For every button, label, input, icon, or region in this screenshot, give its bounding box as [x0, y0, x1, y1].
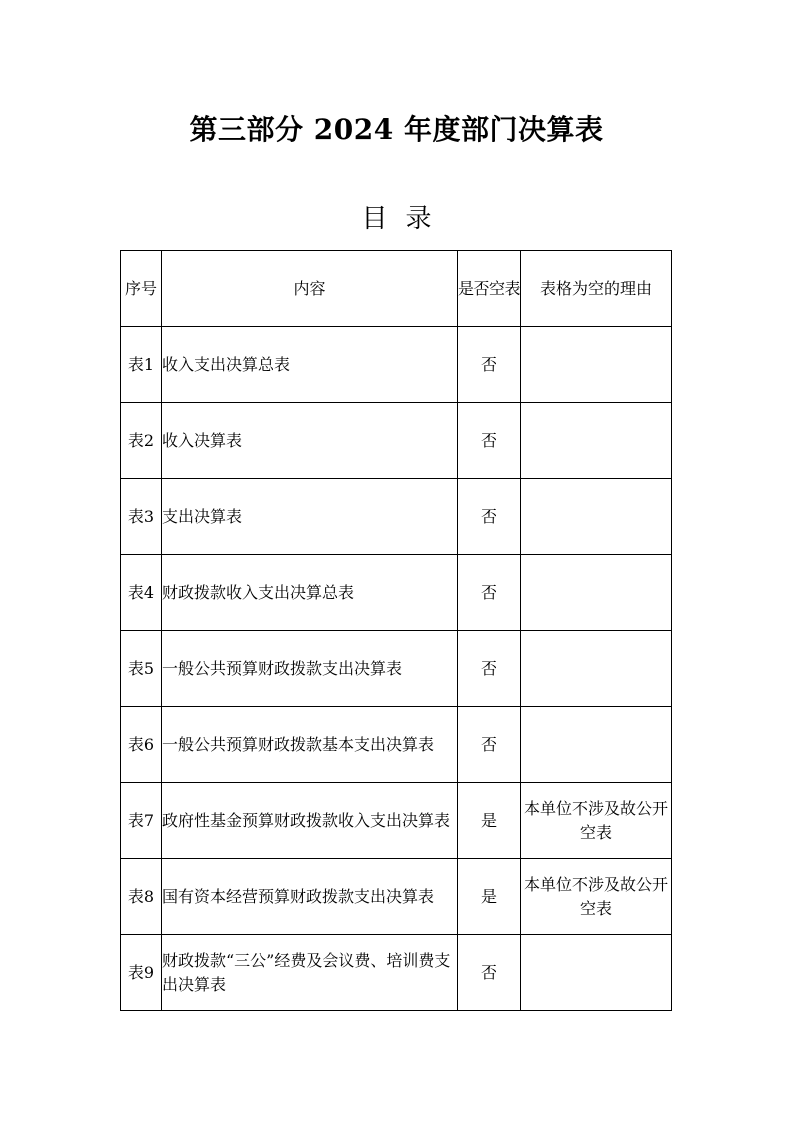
- row-is-empty: 否: [458, 935, 521, 1011]
- table-row: [121, 479, 672, 555]
- row-content: 国有资本经营预算财政拨款支出决算表: [162, 859, 458, 935]
- row-empty-reason: 本单位不涉及故公开空表: [521, 783, 672, 859]
- row-content: 一般公共预算财政拨款支出决算表: [162, 631, 458, 707]
- toc-title: 目录: [361, 204, 450, 234]
- row-is-empty: 否: [458, 631, 521, 707]
- row-empty-reason: [521, 631, 672, 707]
- row-content: 政府性基金预算财政拨款收入支出决算表: [162, 783, 458, 859]
- row-number: 表8: [121, 859, 162, 935]
- row-is-empty: 是: [458, 859, 521, 935]
- row-is-empty: 否: [458, 327, 521, 403]
- row-number: 表3: [121, 479, 162, 555]
- row-number: 表4: [121, 555, 162, 631]
- page-title: 第三部分 2024 年度部门决算表: [189, 113, 604, 146]
- row-content: 收入决算表: [162, 403, 458, 479]
- row-is-empty: 是: [458, 783, 521, 859]
- row-empty-reason: [521, 479, 672, 555]
- row-content: 一般公共预算财政拨款基本支出决算表: [162, 707, 458, 783]
- row-empty-reason: 本单位不涉及故公开空表: [521, 859, 672, 935]
- row-number: 表7: [121, 783, 162, 859]
- table-row: [121, 859, 672, 935]
- table-row: [121, 783, 672, 859]
- row-is-empty: 否: [458, 403, 521, 479]
- column-header-is-empty: 是否空表: [458, 251, 521, 327]
- row-content: 财政拨款收入支出决算总表: [162, 555, 458, 631]
- table-row: [121, 631, 672, 707]
- row-is-empty: 否: [458, 707, 521, 783]
- table-row: [121, 555, 672, 631]
- table-row: [121, 327, 672, 403]
- row-content: 支出决算表: [162, 479, 458, 555]
- row-empty-reason: [521, 935, 672, 1011]
- table-row: [121, 935, 672, 1011]
- row-empty-reason: [521, 707, 672, 783]
- row-number: 表6: [121, 707, 162, 783]
- row-content: 财政拨款“三公”经费及会议费、培训费支出决算表: [162, 935, 458, 1011]
- row-empty-reason: [521, 555, 672, 631]
- table-row: [121, 707, 672, 783]
- row-content: 收入支出决算总表: [162, 327, 458, 403]
- row-number: 表9: [121, 935, 162, 1011]
- row-number: 表1: [121, 327, 162, 403]
- table-row: [121, 403, 672, 479]
- row-number: 表5: [121, 631, 162, 707]
- row-is-empty: 否: [458, 555, 521, 631]
- column-header-no: 序号: [121, 251, 162, 327]
- toc-table: [120, 250, 672, 1011]
- row-number: 表2: [121, 403, 162, 479]
- row-empty-reason: [521, 403, 672, 479]
- row-is-empty: 否: [458, 479, 521, 555]
- column-header-content: 内容: [162, 251, 458, 327]
- row-empty-reason: [521, 327, 672, 403]
- column-header-empty-reason: 表格为空的理由: [521, 251, 672, 327]
- table-header-row: [121, 251, 672, 327]
